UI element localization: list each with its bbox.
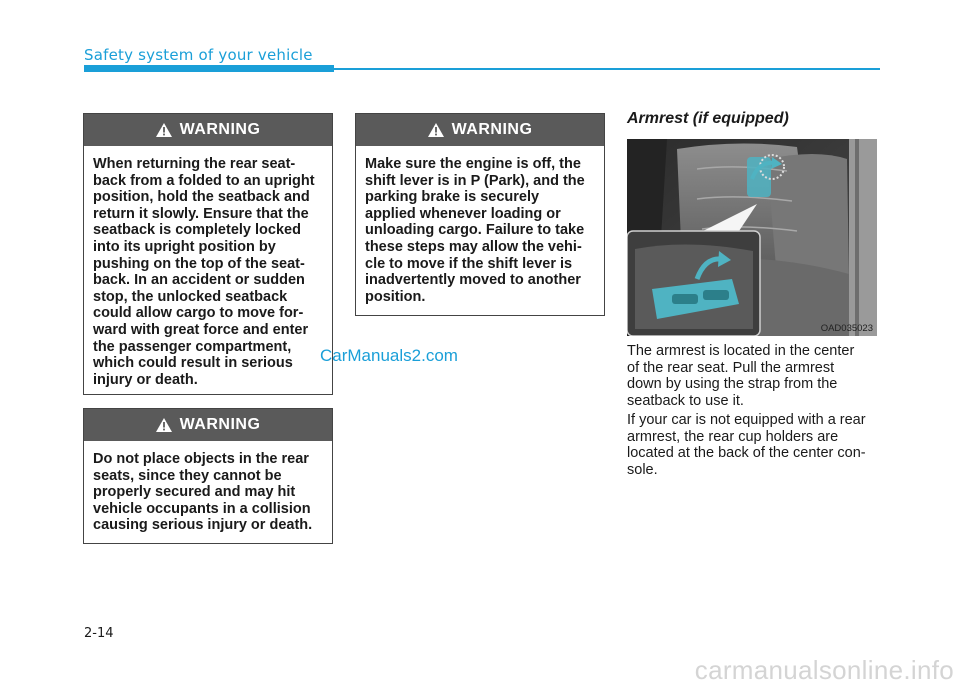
warning-line: When returning the rear seat- <box>93 156 296 172</box>
armrest-paragraph <box>627 412 878 478</box>
warning-line: into its upright position by <box>93 238 276 255</box>
warning-header <box>84 114 332 146</box>
paragraph-line: armrest, the rear cup holders are <box>627 428 839 445</box>
warning-triangle-icon <box>156 123 172 137</box>
photo-code-label: OAD035023 <box>820 323 873 334</box>
header-accent-bar <box>84 65 334 72</box>
warning-line: return it slowly. Ensure that the <box>93 205 309 222</box>
warning-line: these steps may allow the vehi- <box>365 238 582 255</box>
paragraph-line: of the rear seat. Pull the armrest <box>627 359 835 376</box>
paragraph-line: sole. <box>627 461 658 478</box>
warning-line: seatback is completely locked <box>93 222 301 239</box>
paragraph-line: down by using the strap from the <box>627 376 838 392</box>
warning-text <box>84 146 332 388</box>
warning-line: pushing on the top of the seat- <box>93 255 305 272</box>
warning-line: Make sure the engine is off, the <box>365 156 581 172</box>
warning-text <box>84 441 332 534</box>
warning-triangle-icon <box>428 123 444 137</box>
watermark-link[interactable]: CarManuals2.com <box>320 346 458 365</box>
warning-line: stop, the unlocked seatback <box>93 288 288 305</box>
warning-line: position. <box>365 288 426 305</box>
warning-line: which could result in serious <box>93 355 293 372</box>
warning-line: causing serious injury or death. <box>93 517 313 534</box>
paragraph-line: seatback to use it. <box>627 392 744 409</box>
warning-title: WARNING <box>451 121 533 138</box>
footer-watermark-link[interactable]: carmanualsonline.info <box>694 655 954 685</box>
warning-line: seats, since they cannot be <box>93 467 282 484</box>
warning-line: injury or death. <box>93 371 198 388</box>
warning-line: the passenger compartment, <box>93 338 292 355</box>
paragraph-line: If your car is not equipped with a rear <box>627 412 866 428</box>
warning-line: parking brake is securely <box>365 189 540 206</box>
warning-box-seatback <box>83 113 333 395</box>
warning-box-objects <box>83 408 333 544</box>
armrest-paragraph <box>627 343 878 409</box>
section-header-title: Safety system of your vehicle <box>84 46 313 64</box>
warning-title: WARNING <box>179 121 261 138</box>
warning-triangle-icon <box>156 418 172 432</box>
warning-line: unloading cargo. Failure to take <box>365 222 585 239</box>
paragraph-line: The armrest is located in the center <box>627 343 855 359</box>
warning-line: vehicle occupants in a collision <box>93 500 311 517</box>
warning-line: applied whenever loading or <box>365 205 561 222</box>
paragraph-line: located at the back of the center con- <box>627 445 866 461</box>
warning-line: properly secured and may hit <box>93 484 296 501</box>
warning-line: back from a folded to an upright <box>93 172 315 189</box>
header-rule <box>334 68 880 70</box>
warning-text <box>356 146 604 305</box>
warning-header <box>84 409 332 441</box>
warning-line: position, hold the seatback and <box>93 189 310 206</box>
warning-box-engine-off <box>355 113 605 316</box>
warning-line: back. In an accident or sudden <box>93 272 305 289</box>
warning-line: ward with great force and enter <box>93 321 309 338</box>
page-number: 2-14 <box>84 626 114 641</box>
warning-line: cle to move if the shift lever is <box>365 255 573 272</box>
armrest-photo <box>627 139 877 336</box>
armrest-section-title: Armrest (if equipped) <box>627 110 789 127</box>
warning-line: inadvertently moved to another <box>365 272 581 289</box>
warning-line: Do not place objects in the rear <box>93 451 309 467</box>
warning-line: could allow cargo to move for- <box>93 305 304 322</box>
warning-title: WARNING <box>179 416 261 433</box>
warning-line: shift lever is in P (Park), and the <box>365 172 585 189</box>
warning-header <box>356 114 604 146</box>
